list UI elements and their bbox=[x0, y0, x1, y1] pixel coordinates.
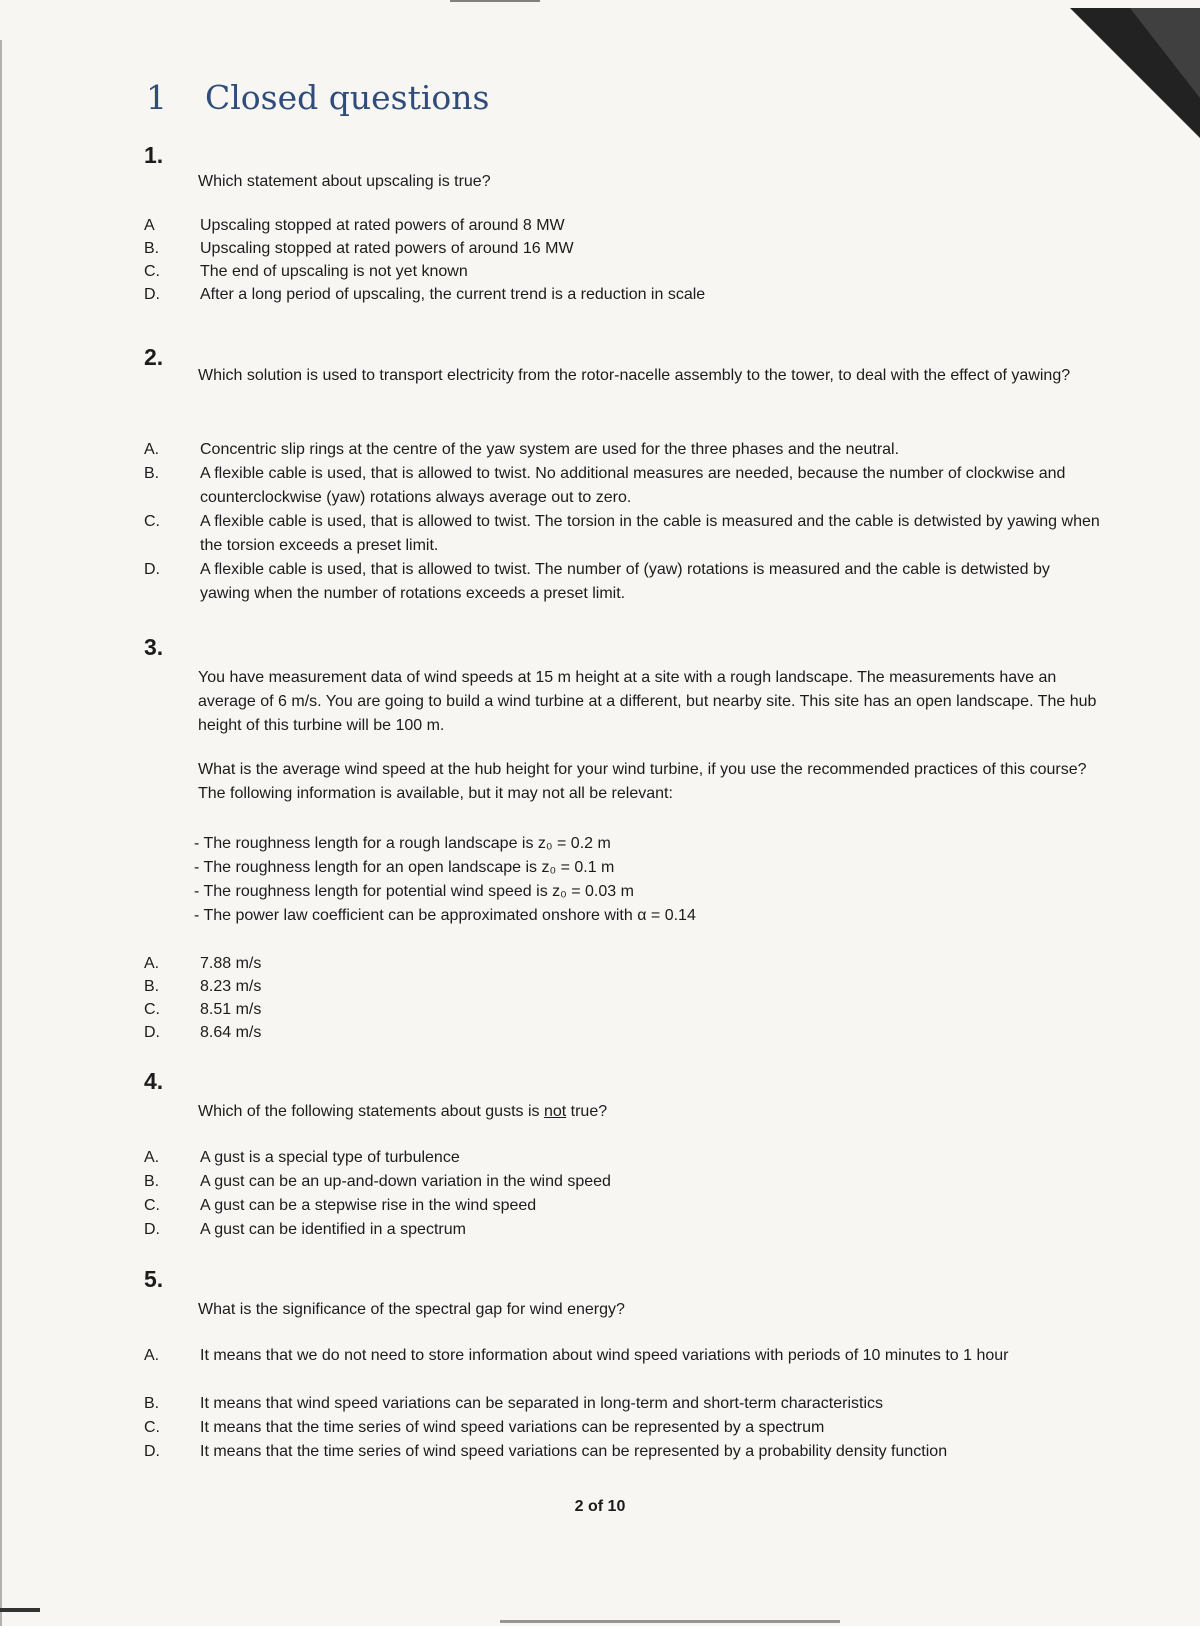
question-prompt-continued: What is the average wind speed at the hub height for your wind turbine, if you use the recommended practices of this course? The following information is available, but it may not all be relevant: bbox=[198, 761, 1087, 802]
scan-edge-left bbox=[0, 40, 2, 1626]
option-text: A flexible cable is used, that is allowed to twist. No additional measures are needed, because the number of clockwise and counterclockwise (yaw) rotations always average out to zero. bbox=[200, 465, 1066, 506]
option-letter: B. bbox=[144, 1173, 160, 1190]
option-text: After a long period of upscaling, the current trend is a reduction in scale bbox=[200, 286, 706, 303]
question-prompt bbox=[198, 1100, 1098, 1124]
option-text: 8.51 m/s bbox=[200, 1001, 262, 1018]
info-bullet: - The roughness length for an open landscape is z₀ = 0.1 m bbox=[194, 859, 615, 876]
scan-corner-shadow bbox=[1070, 8, 1200, 138]
option-letter: C. bbox=[144, 1197, 160, 1214]
option-letter: C. bbox=[144, 1001, 160, 1018]
question-prompt: Which solution is used to transport electricity from the rotor-nacelle assembly to the tower, to deal with the effect of yawing? bbox=[198, 367, 1071, 384]
option-text: A gust can be an up-and-down variation in the wind speed bbox=[200, 1173, 611, 1190]
section-number: 1 bbox=[146, 78, 167, 117]
option-text: 7.88 m/s bbox=[200, 955, 262, 972]
question-number: 3. bbox=[144, 634, 164, 660]
option-letter: D. bbox=[144, 1221, 160, 1238]
option-letter: C. bbox=[144, 263, 160, 280]
option-text: A gust can be a stepwise rise in the wind speed bbox=[200, 1197, 537, 1214]
section-title: Closed questions bbox=[205, 78, 490, 117]
option-letter: D. bbox=[144, 1443, 160, 1460]
prompt-text: true? bbox=[566, 1103, 608, 1120]
option-text: A gust is a special type of turbulence bbox=[200, 1149, 460, 1166]
question-prompt: You have measurement data of wind speeds at 15 m height at a site with a rough landscape. The measurements have an average of 6 m/s. You are going to build a wind turbine at a different, but nearby site. This site has an open landscape. The hub height of this turbine will be 100 m. bbox=[198, 669, 1097, 734]
option-text: A flexible cable is used, that is allowed to twist. The number of (yaw) rotations is measured and the cable is detwisted by yawing when the number of rotations exceeds a preset limit. bbox=[200, 561, 1050, 602]
question-number: 1. bbox=[144, 142, 164, 168]
question-number: 2. bbox=[144, 344, 164, 370]
option-letter: B. bbox=[144, 240, 160, 257]
info-bullet: - The roughness length for potential wind speed is z₀ = 0.03 m bbox=[194, 883, 634, 900]
option-letter: D. bbox=[144, 561, 160, 578]
question-number: 5. bbox=[144, 1266, 164, 1292]
option-letter: C. bbox=[144, 1419, 160, 1436]
option-text: A gust can be identified in a spectrum bbox=[200, 1221, 466, 1238]
option-text: Concentric slip rings at the centre of the yaw system are used for the three phases and the neutral. bbox=[200, 441, 900, 458]
option-letter: B. bbox=[144, 1395, 160, 1412]
option-text: 8.23 m/s bbox=[200, 978, 262, 995]
option-letter: B. bbox=[144, 978, 160, 995]
option-text: It means that the time series of wind speed variations can be represented by a spectrum bbox=[200, 1419, 825, 1436]
question-number: 4. bbox=[144, 1068, 164, 1094]
scan-edge-top bbox=[450, 0, 540, 2]
option-letter: D. bbox=[144, 1024, 160, 1041]
option-letter: A. bbox=[144, 1149, 160, 1166]
info-bullet: - The power law coefficient can be approximated onshore with α = 0.14 bbox=[194, 907, 696, 924]
option-text: Upscaling stopped at rated powers of around 16 MW bbox=[200, 240, 574, 257]
scan-edge-bottom bbox=[500, 1620, 840, 1623]
option-letter: C. bbox=[144, 513, 160, 530]
option-text: A flexible cable is used, that is allowed to twist. The torsion in the cable is measured and the cable is detwisted by yawing when the torsion exceeds a preset limit. bbox=[200, 513, 1100, 554]
scan-edge-bottom-left bbox=[0, 1608, 40, 1612]
option-text: It means that wind speed variations can be separated in long-term and short-term characteristics bbox=[200, 1395, 883, 1412]
option-text: It means that the time series of wind speed variations can be represented by a probability density function bbox=[200, 1443, 948, 1460]
option-text: The end of upscaling is not yet known bbox=[200, 263, 468, 280]
question-prompt: Which statement about upscaling is true? bbox=[198, 173, 491, 190]
option-text: 8.64 m/s bbox=[200, 1024, 262, 1041]
section-heading bbox=[146, 78, 489, 117]
info-bullet: - The roughness length for a rough landscape is z₀ = 0.2 m bbox=[194, 835, 611, 852]
page-number: 2 of 10 bbox=[574, 1498, 626, 1515]
option-text: It means that we do not need to store information about wind speed variations with periods of 10 minutes to 1 hour bbox=[200, 1347, 1009, 1364]
option-text: Upscaling stopped at rated powers of around 8 MW bbox=[200, 217, 565, 234]
option-letter: A. bbox=[144, 1347, 160, 1364]
prompt-text: Which of the following statements about gusts is bbox=[198, 1103, 544, 1120]
question-prompt: What is the significance of the spectral gap for wind energy? bbox=[198, 1301, 625, 1318]
option-letter: A bbox=[144, 217, 155, 234]
option-letter: A. bbox=[144, 955, 160, 972]
option-letter: B. bbox=[144, 465, 160, 482]
option-letter: A. bbox=[144, 441, 160, 458]
prompt-emphasis: not bbox=[543, 1103, 567, 1120]
option-letter: D. bbox=[144, 286, 160, 303]
